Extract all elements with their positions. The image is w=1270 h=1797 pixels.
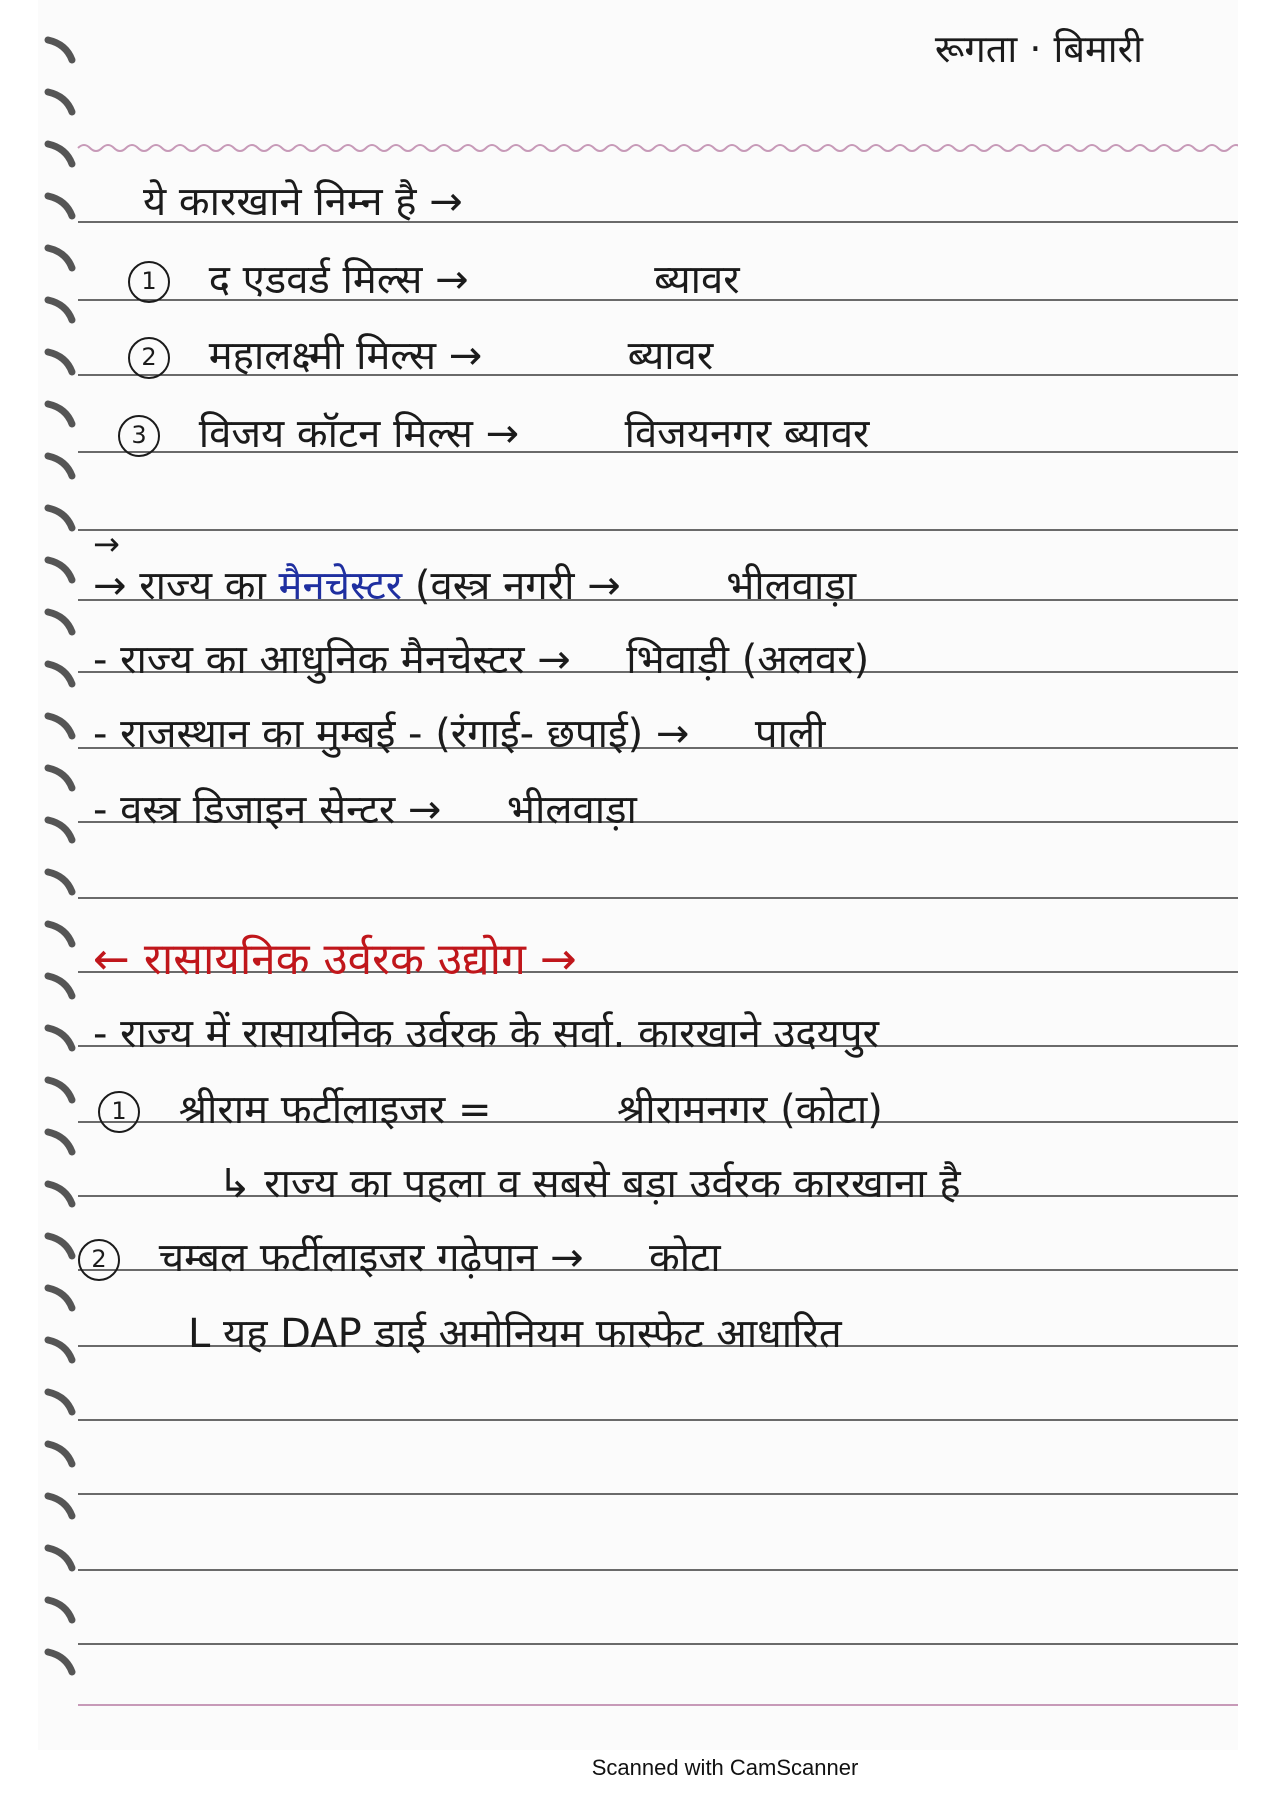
- note-line: ↳ राज्य का पहला व सबसे बड़ा उर्वरक कारखाना है: [218, 1161, 961, 1207]
- section-heading: ← रासायनिक उर्वरक उद्योग →: [93, 934, 577, 985]
- note-line: 2 महालक्ष्मी मिल्स → ब्यावर: [128, 332, 713, 380]
- note-line: 2 चम्बल फर्टीलाइजर गढ़ेपान → कोटा: [78, 1234, 721, 1282]
- highlight-word: मैनचेस्टर: [278, 563, 403, 609]
- note-line: 1 द एडवर्ड मिल्स → ब्यावर: [128, 256, 740, 304]
- note-line: ये कारखाने निम्न है →: [143, 179, 463, 225]
- list-number: 2: [78, 1239, 120, 1281]
- spiral-binding: [38, 0, 138, 1750]
- notebook-page: [38, 0, 1238, 1750]
- list-number: 1: [98, 1091, 140, 1133]
- note-line: → राज्य का मैनचेस्टर (वस्त्र नगरी → भीलवाड़ा: [93, 563, 857, 609]
- note-line: - राज्य में रासायनिक उर्वरक के सर्वा. कारखाने उदयपुर: [93, 1011, 879, 1057]
- list-number: 2: [128, 337, 170, 379]
- scanner-watermark: Scanned with CamScanner: [591, 1755, 859, 1780]
- note-line: 1 श्रीराम फर्टीलाइजर = श्रीरामनगर (कोटा): [98, 1086, 883, 1134]
- note-line: - राज्य का आधुनिक मैनचेस्टर → भिवाड़ी (अलवर): [93, 637, 870, 683]
- list-number: 1: [128, 261, 170, 303]
- note-line: →: [93, 525, 120, 563]
- list-number: 3: [118, 415, 160, 457]
- note-line: L यह DAP डाई अमोनियम फास्फेट आधारित: [188, 1311, 842, 1357]
- note-line: - वस्त्र डिजाइन सेन्टर → भीलवाड़ा: [93, 787, 637, 833]
- note-line: 3 विजय कॉटन मिल्स → विजयनगर ब्यावर: [118, 410, 869, 458]
- header-note: रूगता · बिमारी: [934, 27, 1143, 71]
- note-line: - राजस्थान का मुम्बई - (रंगाई- छपाई) → पाली: [93, 711, 826, 757]
